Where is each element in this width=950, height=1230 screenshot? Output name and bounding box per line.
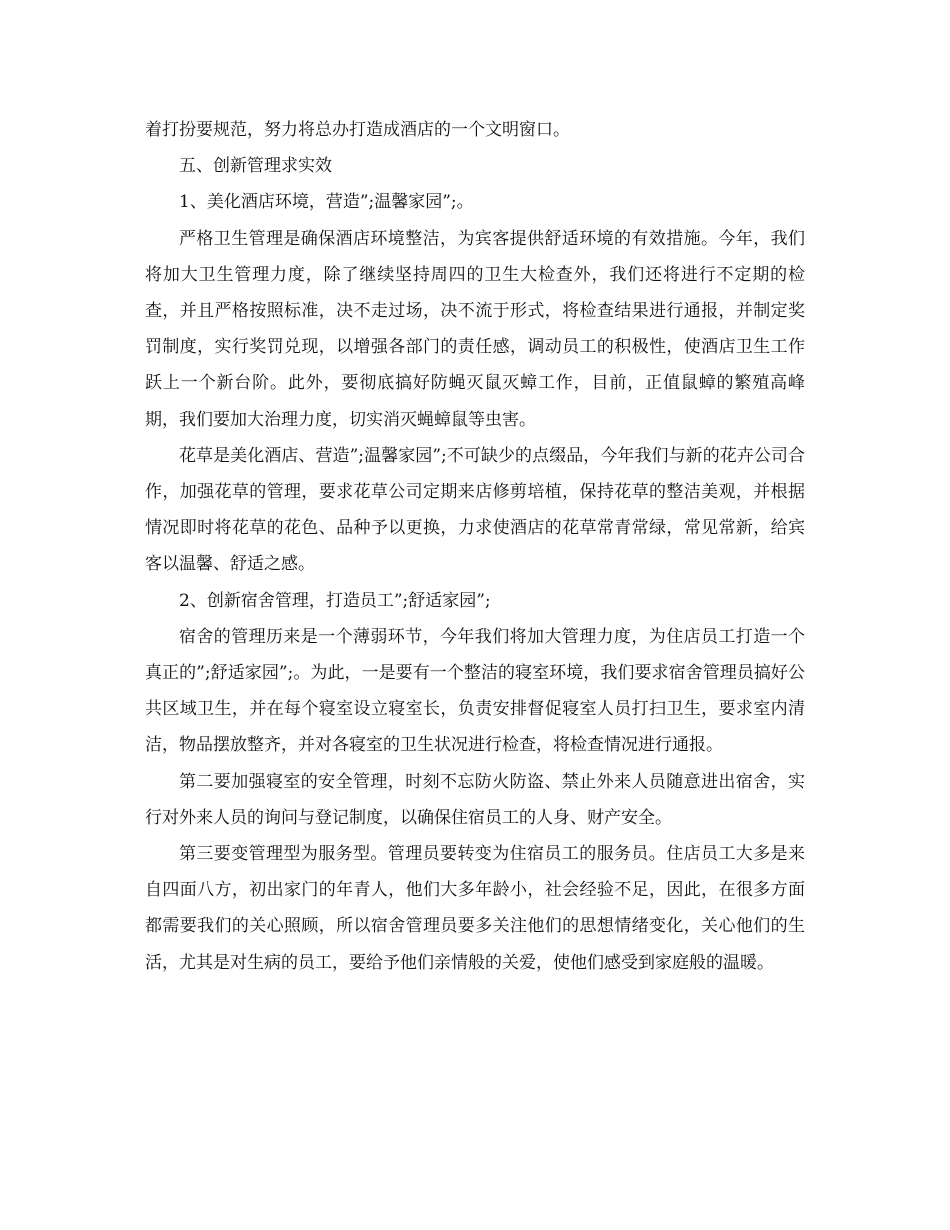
paragraph-dormitory: 宿舍的管理历来是一个薄弱环节，今年我们将加大管理力度，为住店员工打造一个真正的”;舒适家园”;。为此，一是要有一个整洁的寝室环境，我们要求宿舍管理员搞好公共区域卫生，并在每个寝室设立寝室长，负责安排督促寝室人员打扫卫生，要求室内清洁，物品摆放整齐，并对各寝室的卫生状况进行检查，将检查情况进行通报。	[145, 626, 805, 756]
paragraph-hygiene: 严格卫生管理是确保酒店环境整洁，为宾客提供舒适环境的有效措施。今年，我们将加大卫生管理力度，除了继续坚持周四的卫生大检查外，我们还将进行不定期的检查，并且严格按照标准，决不走过场，决不流于形式，将检查结果进行通报，并制定奖罚制度，实行奖罚兑现，以增强各部门的责任感，调动员工的积极性，使酒店卫生工作跃上一个新台阶。此外，要彻底搞好防蝇灭鼠灭蟑工作，目前，正值鼠蟑的繁殖高峰期，我们要加大治理力度，切实消灭蝇蟑鼠等虫害。	[145, 228, 805, 430]
subheading-hotel-environment: 1、美化酒店环境，营造”;温馨家园”;。	[179, 192, 474, 213]
subheading-dormitory: 2、创新宿舍管理，打造员工”;舒适家园”;	[179, 590, 491, 611]
paragraph-continued: 着打扮要规范，努力将总办打造成酒店的一个文明窗口。	[145, 120, 570, 140]
paragraph-flowers: 花草是美化酒店、营造”;温馨家园”;不可缺少的点缀品，今年我们与新的花卉公司合作，加强花草的管理，要求花草公司定期来店修剪培植，保持花草的整洁美观，并根据情况即时将花草的花色、品种予以更换，力求使酒店的花草常青常绿，常见常新，给宾客以温馨、舒适之感。	[145, 445, 805, 575]
paragraph-dorm-service: 第三要变管理型为服务型。管理员要转变为住宿员工的服务员。住店员工大多是来自四面八方，初出家门的年青人，他们大多年龄小，社会经验不足，因此，在很多方面都需要我们的关心照顾，所以宿舍管理员要多关注他们的思想情绪变化，关心他们的生活，尤其是对生病的员工，要给予他们亲情般的关爱，使他们感受到家庭般的温暖。	[145, 844, 805, 973]
paragraph-dorm-safety: 第二要加强寝室的安全管理，时刻不忘防火防盗、禁止外来人员随意进出宿舍，实行对外来人员的询问与登记制度，以确保住宿员工的人身、财产安全。	[145, 771, 805, 828]
section-heading-innovation: 五、创新管理求实效	[179, 156, 332, 177]
document-body	[145, 112, 805, 981]
